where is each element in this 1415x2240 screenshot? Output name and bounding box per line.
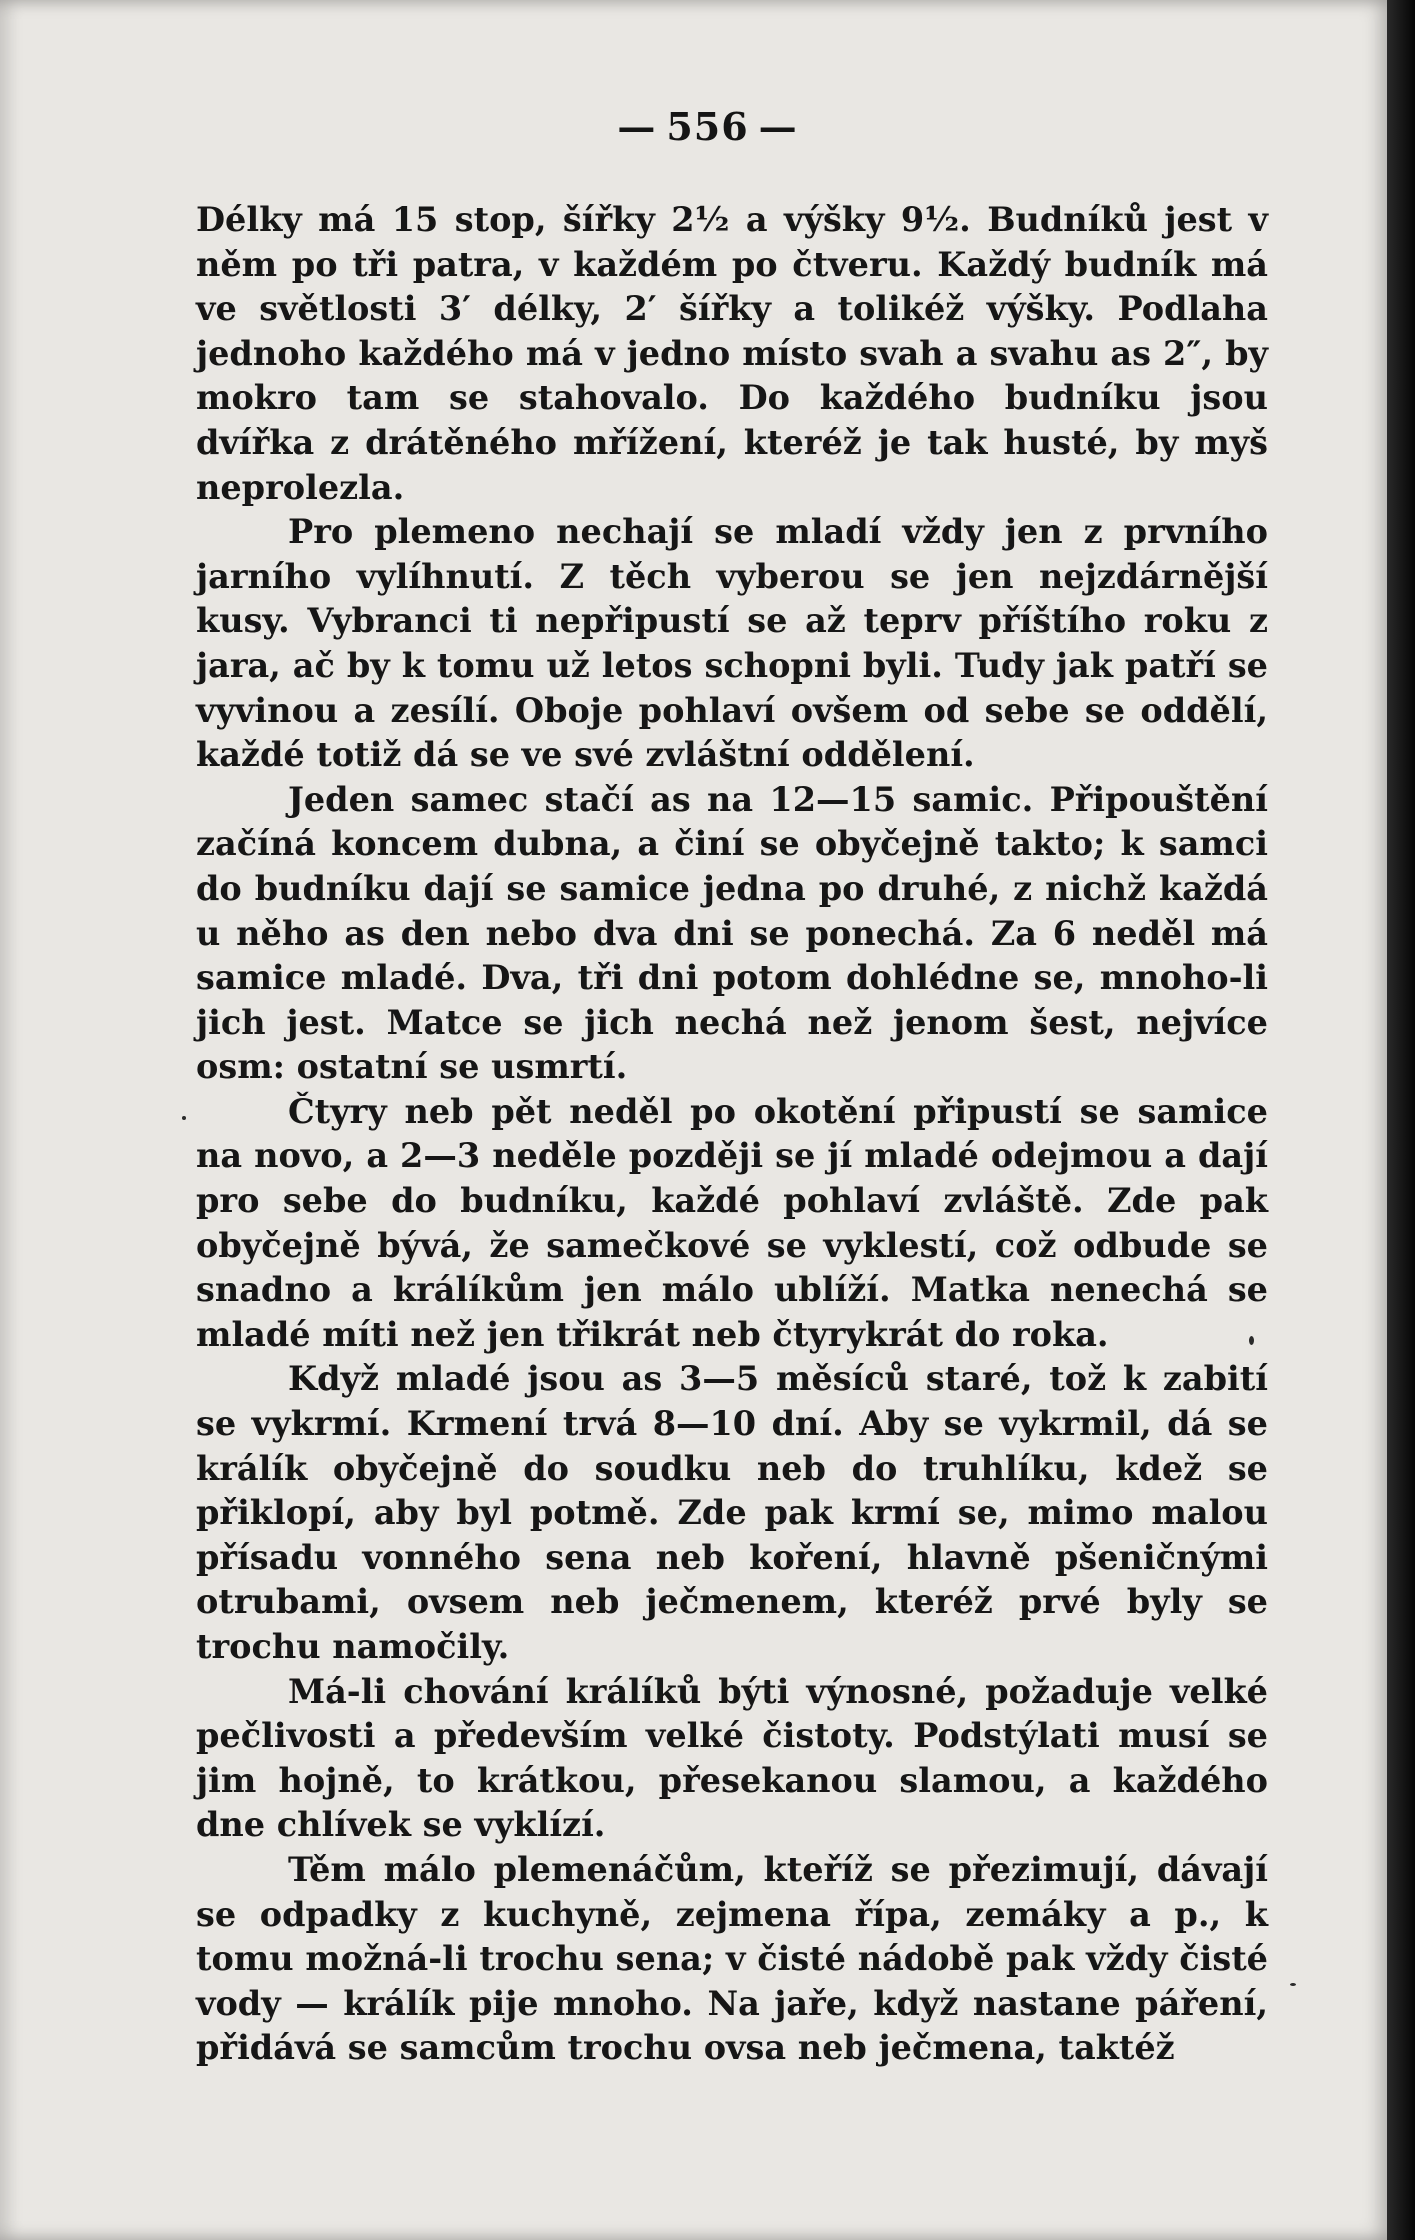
paragraph: Délky má 15 stop, šířky 2½ a výšky 9½. Budníků jest v něm po tři patra, v každém po čtveru. Každý budník má ve světlosti 3′ délky, 2′ šířky a tolikéž výšky. Podlaha jednoho každého má v jedno místo svah a svahu as 2″, by mokro tam se stahovalo. Do každého budníku jsou dvířka z drátěného mřížení, kteréž je tak husté, by myš neprolezla. xyxy=(196,200,1268,507)
header-dash-right: — xyxy=(758,104,798,149)
paragraph: Těm málo plemenáčům, kteříž se přezimují, dávají se odpadky z kuchyně, zejmena řípa, zemáky a p., k tomu možná-li trochu sena; v čisté nádobě pak vždy čisté vody — králík pije mnoho. Na jaře, když nastane páření, přidává se samcům trochu ovsa neb ječmena, taktéž xyxy=(196,1849,1268,2068)
ink-speck xyxy=(1290,1983,1296,1986)
paragraph: Jeden samec stačí as na 12—15 samic. Připouštění začíná koncem dubna, a činí se obyčejně takto; k samci do budníku dají se samice jedna po druhé, z nichž každá u něho as den nebo dva dni se ponechá. Za 6 neděl má samice mladé. Dva, tři dni potom dohlédne se, mnoho-li jich jest. Matce se jich nechá než jenom šest, nejvíce osm: ostatní se usmrtí. xyxy=(196,779,1268,1087)
paragraph: Má-li chování králíků býti výnosné, požaduje velké pečlivosti a především velké čistoty. Podstýlati musí se jim hojně, to krátkou, přesekanou slamou, a každého dne chlívek se vyklízí. xyxy=(196,1671,1268,1845)
header-dash-left: — xyxy=(617,104,657,149)
book-spine-edge xyxy=(1387,0,1415,2240)
paragraph: Když mladé jsou as 3—5 měsíců staré, tož k zabití se vykrmí. Krmení trvá 8—10 dní. Aby se vykrmil, dá se králík obyčejně do soudku neb do truhlíku, kdež se přiklopí, aby byl potmě. Zde pak krmí se, mimo malou přísadu vonného sena neb koření, hlavně pšeničnými otrubami, ovsem neb ječmenem, kteréž prvé byly se trochu namočily. xyxy=(196,1359,1268,1666)
page-header xyxy=(0,104,1415,149)
page-number: 556 xyxy=(666,104,749,149)
paragraph: Čtyry neb pět neděl po okotění připustí se samice na novo, a 2—3 neděle později se jí mladé odejmou a dají pro sebe do budníku, každé pohlaví zvláště. Zde pak obyčejně bývá, že samečkové se vyklestí, což odbude se snadno a králíkům jen málo ublíží. Matka nenechá se mladé míti než jen třikrát neb čtyrykrát do roka. xyxy=(196,1091,1268,1354)
ink-speck xyxy=(182,1116,186,1120)
body-text xyxy=(196,198,1268,2071)
ink-speck xyxy=(1249,1336,1254,1345)
paragraph: Pro plemeno nechají se mladí vždy jen z prvního jarního vylíhnutí. Z těch vyberou se jen nejzdárnější kusy. Vybranci ti nepřipustí se až teprv příštího roku z jara, ač by k tomu už letos schopni byli. Tudy jak patří se vyvinou a zesílí. Oboje pohlaví ovšem od sebe se oddělí, každé totiž dá se ve své zvláštní oddělení. xyxy=(196,512,1268,775)
